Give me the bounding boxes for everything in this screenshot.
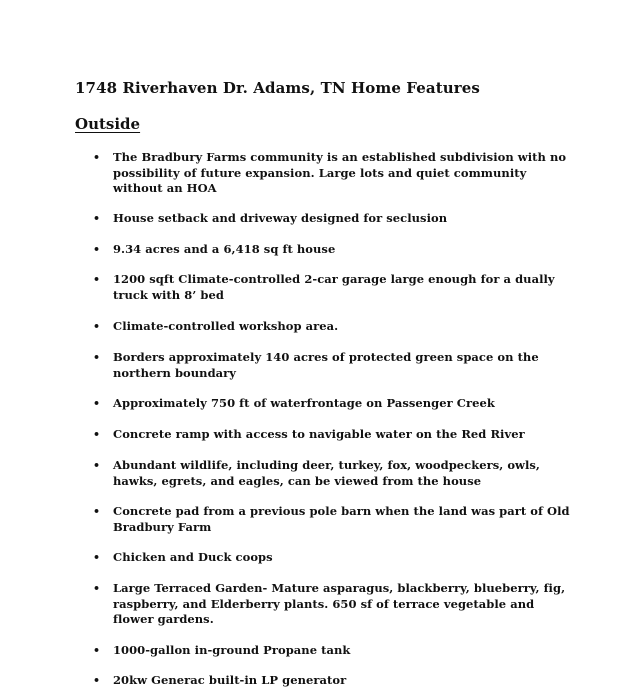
bullet-icon: • (93, 351, 101, 364)
list-item (93, 427, 573, 443)
document-title: 1748 Riverhaven Dr. Adams, TN Home Features (75, 79, 480, 97)
feature-text: Climate-controlled workshop area. (113, 319, 339, 333)
feature-text: 1200 sqft Climate-controlled 2-car garage large enough for a dually truck with 8’ bed (113, 272, 555, 302)
list-item (93, 643, 573, 659)
feature-text: 20kw Generac built-in LP generator (113, 673, 347, 687)
list-item (93, 550, 573, 566)
bullet-icon: • (93, 582, 101, 595)
bullet-icon: • (93, 151, 101, 164)
bullet-icon: • (93, 551, 101, 564)
bullet-icon: • (93, 243, 101, 256)
bullet-icon: • (93, 397, 101, 410)
feature-text: House setback and driveway designed for seclusion (113, 211, 448, 225)
bullet-icon: • (93, 674, 101, 687)
feature-text: Abundant wildlife, including deer, turkey, fox, woodpeckers, owls, hawks, egrets, and eagles, can be viewed from the house (113, 458, 540, 488)
list-item (93, 673, 573, 689)
bullet-icon: • (93, 320, 101, 333)
list-item (93, 150, 573, 197)
feature-text: Chicken and Duck coops (113, 550, 273, 564)
feature-text: 1000-gallon in-ground Propane tank (113, 643, 351, 657)
list-item (93, 319, 573, 335)
feature-text: Concrete pad from a previous pole barn when the land was part of Old Bradbury Farm (113, 504, 570, 534)
feature-text: Approximately 750 ft of waterfrontage on Passenger Creek (113, 396, 495, 410)
list-item (93, 504, 573, 535)
list-item (93, 396, 573, 412)
bullet-icon: • (93, 505, 101, 518)
feature-text: 9.34 acres and a 6,418 sq ft house (113, 242, 336, 256)
feature-text: The Bradbury Farms community is an established subdivision with no possibility of future expansion. Large lots and quiet community without an HOA (113, 150, 567, 195)
list-item (93, 581, 573, 628)
feature-text: Concrete ramp with access to navigable water on the Red River (113, 427, 525, 441)
section-heading-outside: Outside (75, 115, 141, 133)
bullet-icon: • (93, 644, 101, 657)
list-item (93, 350, 573, 381)
bullet-icon: • (93, 459, 101, 472)
list-item (93, 242, 573, 258)
bullet-icon: • (93, 273, 101, 286)
list-item (93, 272, 573, 303)
feature-text: Large Terraced Garden- Mature asparagus, blackberry, blueberry, fig, raspberry, and Elderberry plants. 650 sf of terrace vegetable and flower gardens. (113, 581, 566, 626)
bullet-icon: • (93, 428, 101, 441)
list-item (93, 458, 573, 489)
list-item (93, 211, 573, 227)
bullet-icon: • (93, 212, 101, 225)
feature-text: Borders approximately 140 acres of protected green space on the northern boundary (113, 350, 539, 380)
